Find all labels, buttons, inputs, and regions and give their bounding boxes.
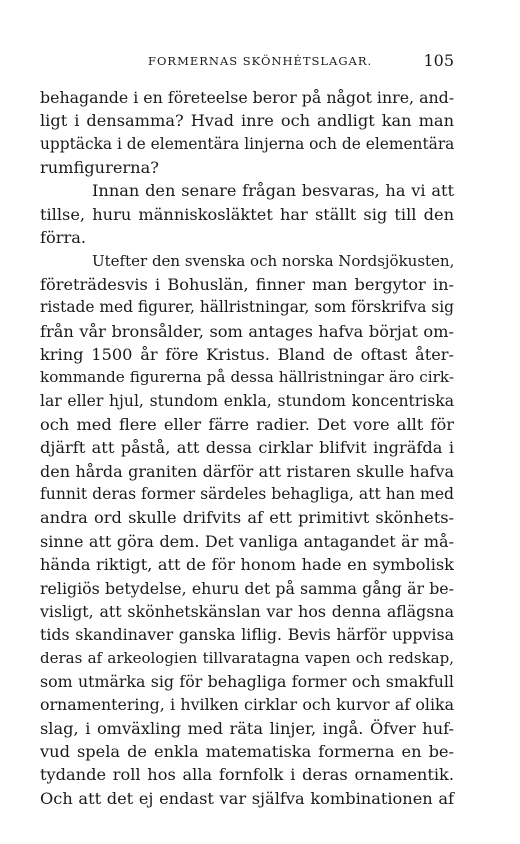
- text-line: sinne att göra dem. Det vanliga antagandet är må-: [40, 531, 454, 551]
- text-line: företrädesvis i Bohuslän, finner man bergytor in-: [40, 274, 454, 294]
- text-line: hända riktigt, att de för honom hade en symbolisk: [40, 555, 454, 575]
- text-line: ristade med figurer, hällristningar, som förskrifva sig: [40, 298, 454, 317]
- text-line: Och att det ej endast var själfva kombinationen af: [40, 788, 454, 808]
- text-line: rumfigurerna?: [40, 158, 159, 178]
- body-text: [40, 86, 454, 810]
- text-line: och med flere eller färre radier. Det vore allt för: [40, 415, 454, 435]
- text-line: deras af arkeologien tillvaratagna vapen och redskap,: [40, 648, 454, 667]
- running-head: [40, 51, 454, 73]
- text-line: behagande i en företeelse beror på något inre, and-: [40, 88, 455, 107]
- text-line: från vår bronsålder, som antages hafva börjat om-: [40, 321, 454, 341]
- text-line: förra.: [40, 228, 87, 248]
- text-line: ligt i densamma? Hvad inre och andligt kan man: [40, 111, 454, 131]
- text-line: tillse, huru människosläktet har ställt sig till den: [40, 204, 454, 224]
- text-line: Innan den senare frågan besvaras, ha vi att: [92, 181, 454, 201]
- text-line: lar eller hjul, stundom enkla, stundom koncentriska: [40, 391, 454, 410]
- text-line: religiös betydelse, ehuru det på samma gång är be-: [40, 578, 454, 598]
- text-line: slag, i omväxling med räta linjer, ingå. Öfver huf-: [40, 718, 454, 738]
- text-line: den hårda graniten därför att ristaren skulle hafva: [40, 461, 454, 481]
- text-line: som utmärka sig för behagliga former och smakfull: [40, 671, 454, 691]
- text-line: funnit deras former särdeles behagliga, att han med: [40, 485, 455, 504]
- text-line: kring 1500 år före Kristus. Bland de oftast åter-: [40, 344, 454, 364]
- text-line: Utefter den svenska och norska Nordsjökusten,: [92, 251, 455, 270]
- running-title: FORMERNAS SKÖNHÉTSLAGAR.: [148, 54, 373, 68]
- text-line: visligt, att skönhetskänslan var hos denna aflägsna: [40, 601, 454, 621]
- text-line: vud spela de enkla matematiska formerna en be-: [40, 742, 454, 762]
- text-line: ornamentering, i hvilken cirklar och kurvor af olika: [40, 695, 454, 715]
- text-line: upptäcka i de elementära linjerna och de elementära: [40, 134, 455, 153]
- page-number: 105: [423, 51, 454, 70]
- text-line: djärft att påstå, att dessa cirklar blifvit ingräfda i: [40, 438, 454, 458]
- text-line: andra ord skulle drifvits af ett primitivt skönhets-: [40, 508, 454, 528]
- text-line: tydande roll hos alla fornfolk i deras ornamentik.: [40, 765, 454, 785]
- text-line: kommande figurerna på dessa hällristningar äro cirk-: [40, 368, 454, 387]
- text-line: tids skandinaver ganska liflig. Bevis härför uppvisa: [40, 625, 454, 645]
